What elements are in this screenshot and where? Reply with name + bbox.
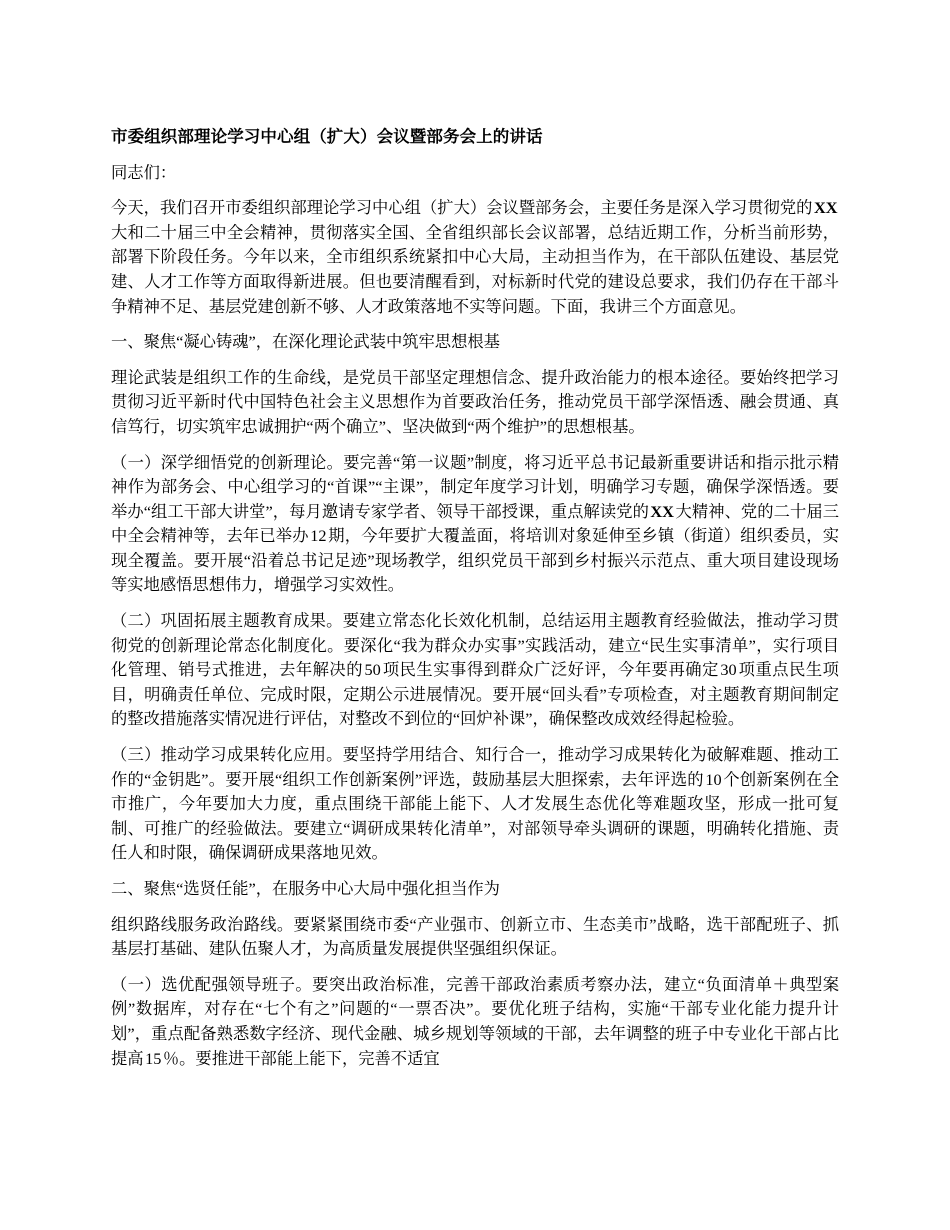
page-title: 市委组织部理论学习中心组（扩大）会议暨部务会上的讲话 — [111, 127, 543, 146]
paragraph-section-1-item-1: （一）深学细悟党的创新理论。要完善“第一议题”制度，将习近平总书记最新重要讲话和指示批示精神作为部务会、中心组学习的“首课”“主课”，制定年度学习计划，明确学习专题，确保学深悟透。要举办“组工干部大讲堂”，每月邀请专家学者、领导干部授课，重点解读党的XX大精神、党的二十届三中全会精神等，去年已举办12期，今年要扩大覆盖面，将培训对象延伸至乡镇（街道）组织委员，实现全覆盖。要开展“沿着总书记足迹”现场教学，组织党员干部到乡村振兴示范点、重大项目建设现场等实地感悟思想伟力，增强学习实效性。 — [111, 452, 839, 595]
section-heading-2: 二、聚焦“选贤任能”，在服务中心大局中强化担当作为 — [111, 879, 500, 898]
paragraph-section-2-lead: 组织路线服务政治路线。要紧紧围绕市委“产业强市、创新立市、生态美市”战略，选干部配班子、抓基层打基础、建队伍聚人才，为高质量发展提供坚强组织保证。 — [111, 914, 839, 959]
paragraph-section-1-item-3: （三）推动学习成果转化应用。要坚持学用结合、知行合一，推动学习成果转化为破解难题、推动工作的“金钥匙”。要开展“组织工作创新案例”评选，鼓励基层大胆探索，去年评选的10个创新案例在全市推广，今年要加大力度，重点围绕干部能上能下、人才发展生态优化等难题攻坚，形成一批可复制、可推广的经验做法。要建立“调研成果转化清单”，对部领导牵头调研的课题，明确转化措施、责任人和时限，确保调研成果落地见效。 — [111, 745, 839, 863]
paragraph-section-1-item-2: （二）巩固拓展主题教育成果。要建立常态化长效化机制，总结运用主题教育经验做法，推动学习贯彻党的创新理论常态化制度化。要深化“我为群众办实事”实践活动，建立“民生实事清单”，实行项目化管理、销号式推进，去年解决的50项民生实事得到群众广泛好评，今年要再确定30项重点民生项目，明确责任单位、完成时限，定期公示进展情况。要开展“回头看”专项检查，对主题教育期间制定的整改措施落实情况进行评估，对整改不到位的“回炉补课”，确保整改成效经得起检验。 — [111, 611, 839, 729]
salutation: 同志们： — [111, 162, 177, 182]
paragraph-section-2-item-1: （一）选优配强领导班子。要突出政治标准，完善干部政治素质考察办法，建立“负面清单＋典型案例”数据库，对存在“七个有之”问题的“一票否决”。要优化班子结构，实施“干部专业化能力提升计划”，重点配备熟悉数字经济、现代金融、城乡规划等领域的干部，去年调整的班子中专业化干部占比提高15％。要推进干部能上能下，完善不适宜 — [111, 974, 839, 1068]
paragraph-intro: 今天，我们召开市委组织部理论学习中心组（扩大）会议暨部务会，主要任务是深入学习贯彻党的XX大和二十届三中全会精神，贯彻落实全国、全省组织部长会议部署，总结近期工作，分析当前形势，部署下阶段任务。今年以来，全市组织系统紧扣中心大局，主动担当作为，在干部队伍建设、基层党建、人才工作等方面取得新进展。但也要清醒看到，对标新时代党的建设总要求，我们仍存在干部斗争精神不足、基层党建创新不够、人才政策落地不实等问题。下面，我讲三个方面意见。 — [111, 198, 839, 316]
document-body — [111, 124, 839, 1071]
section-heading-1: 一、聚焦“凝心铸魂”，在深化理论武装中筑牢思想根基 — [111, 332, 500, 352]
paragraph-section-1-lead: 理论武装是组织工作的生命线，是党员干部坚定理想信念、提升政治能力的根本途径。要始终把学习贯彻习近平新时代中国特色社会主义思想作为首要政治任务，推动党员干部学深悟透、融会贯通、真信笃行，切实筑牢忠诚拥护“两个确立”、坚决做到“两个维护”的思想根基。 — [111, 367, 839, 436]
